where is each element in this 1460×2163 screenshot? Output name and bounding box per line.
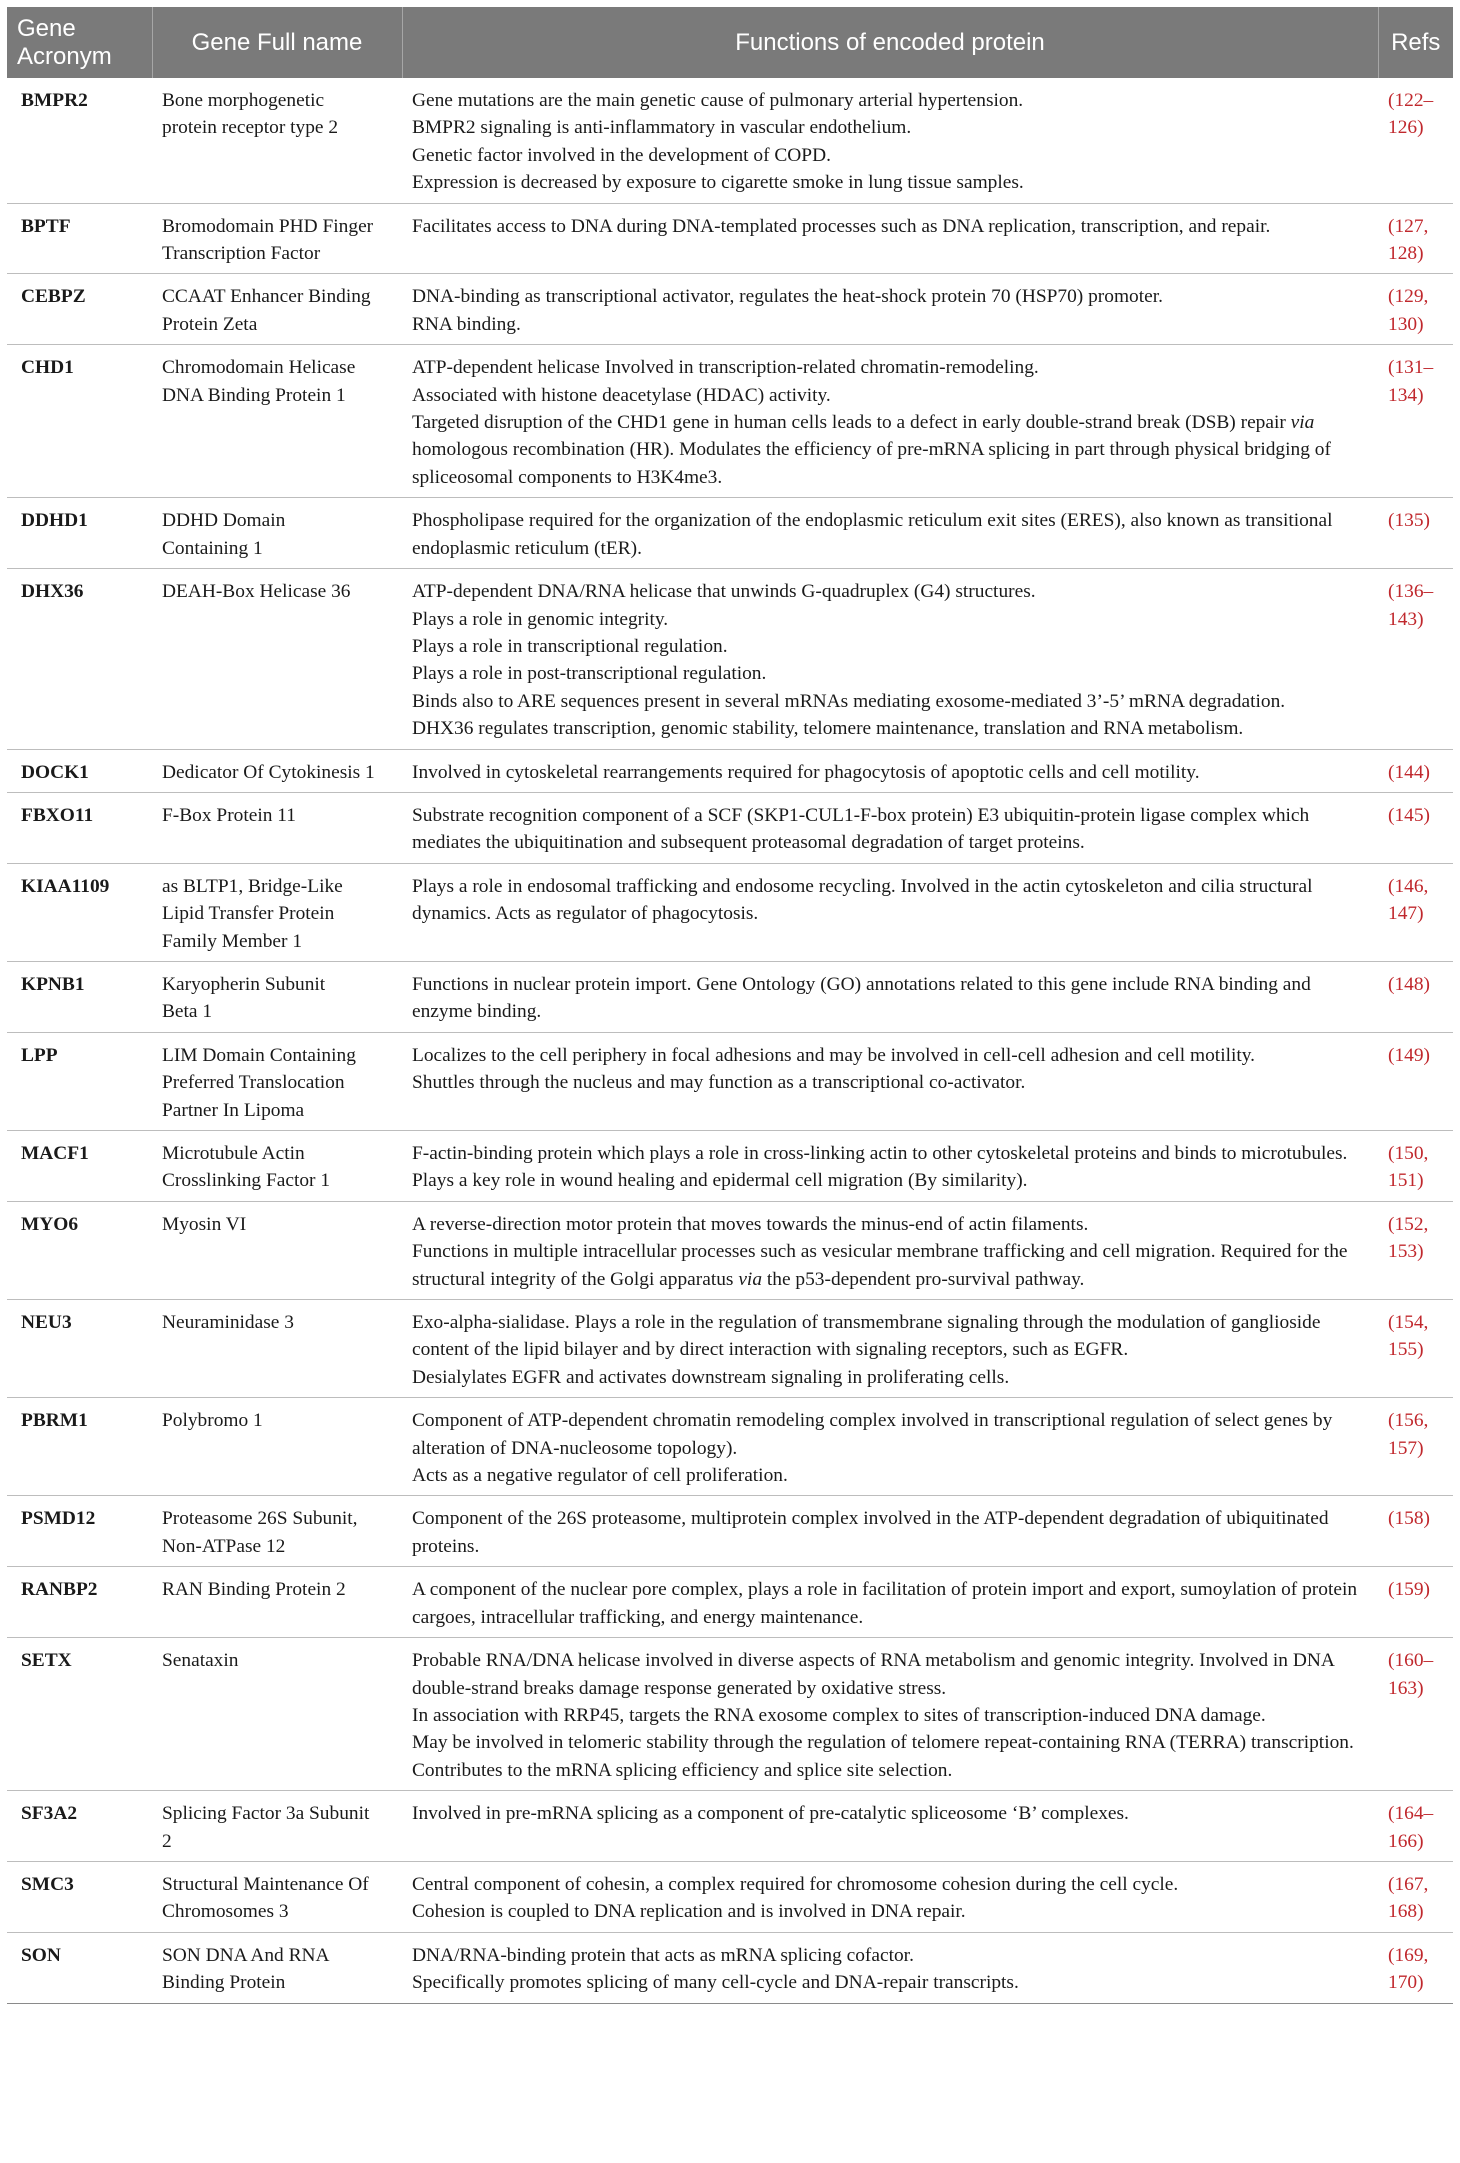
- function-line: DNA/RNA-binding protein that acts as mRNA splicing cofactor.: [412, 1944, 914, 1966]
- gene-acronym: BPTF: [7, 203, 152, 274]
- ref-link[interactable]: 163): [1388, 1677, 1424, 1699]
- table-row: [7, 203, 1453, 274]
- table-row: [7, 1861, 1453, 1932]
- function-line: Shuttles through the nucleus and may function as a transcriptional co-activator.: [412, 1072, 1026, 1094]
- gene-acronym: LPP: [7, 1032, 152, 1130]
- gene-full-name: [152, 1496, 402, 1567]
- header-refs: Refs: [1378, 7, 1453, 78]
- gene-full-name: [152, 498, 402, 569]
- refs[interactable]: [1378, 863, 1453, 961]
- gene-full-name-line: Bromodomain PHD Finger: [162, 215, 374, 237]
- ref-link[interactable]: (135): [1388, 510, 1431, 532]
- gene-acronym: CHD1: [7, 345, 152, 498]
- gene-full-name: [152, 1791, 402, 1862]
- protein-functions: [402, 1300, 1378, 1398]
- function-line: May be involved in telomeric stability through the regulation of telomere repeat-containing RNA (TERRA) transcription. Contributes to the mRNA splicing efficiency and splice site selection.: [412, 1732, 1354, 1781]
- table-row: [7, 1791, 1453, 1862]
- gene-full-name-line: Proteasome 26S Subunit,: [162, 1508, 358, 1530]
- ref-link[interactable]: (136–: [1388, 581, 1434, 603]
- gene-full-name-line: Bone morphogenetic: [162, 90, 325, 111]
- gene-full-name: [152, 203, 402, 274]
- table-body: [7, 78, 1453, 2003]
- function-line: Targeted disruption of the CHD1 gene in human cells leads to a defect in early double-strand break (DSB) repair via homologous recombination (HR). Modulates the efficiency of pre-mRNA splicing in part through physical bridging of spliceosomal components to H3K4me3.: [412, 412, 1331, 488]
- function-line: Plays a role in endosomal trafficking and endosome recycling. Involved in the actin cytoskeleton and cilia structural dynamics. Acts as regulator of phagocytosis.: [412, 875, 1313, 925]
- refs[interactable]: [1378, 1131, 1453, 1202]
- gene-full-name-line: Family Member 1: [162, 930, 303, 952]
- protein-functions: [402, 863, 1378, 961]
- ref-link[interactable]: 166): [1388, 1830, 1424, 1852]
- refs[interactable]: [1378, 1032, 1453, 1130]
- gene-full-name-line: Karyopherin Subunit: [162, 973, 326, 995]
- refs[interactable]: [1378, 749, 1453, 792]
- refs[interactable]: [1378, 1398, 1453, 1496]
- gene-full-name: [152, 1032, 402, 1130]
- function-line: Acts as a negative regulator of cell proliferation.: [412, 1465, 788, 1487]
- ref-link[interactable]: 151): [1388, 1170, 1424, 1192]
- refs[interactable]: [1378, 569, 1453, 749]
- function-line: Involved in cytoskeletal rearrangements required for phagocytosis of apoptotic cells and cell motility.: [412, 761, 1200, 783]
- protein-functions: [402, 498, 1378, 569]
- ref-link[interactable]: (145): [1388, 804, 1431, 826]
- protein-functions: [402, 792, 1378, 863]
- table-row: [7, 1131, 1453, 1202]
- gene-full-name: [152, 1398, 402, 1496]
- function-line: Functions in multiple intracellular processes such as vesicular membrane trafficking and cell migration. Required for the structural integrity of the Golgi apparatus via the p53-dependent pro-survival pathway.: [412, 1241, 1348, 1290]
- gene-acronym: FBXO11: [7, 792, 152, 863]
- ref-link[interactable]: (144): [1388, 761, 1431, 783]
- gene-full-name-line: Neuraminidase 3: [162, 1312, 294, 1334]
- table-row: [7, 1567, 1453, 1638]
- function-line: A reverse-direction motor protein that moves towards the minus-end of actin filaments.: [412, 1213, 1089, 1235]
- ref-link[interactable]: (156,: [1388, 1410, 1429, 1432]
- protein-functions: [402, 274, 1378, 345]
- gene-full-name-line: Preferred Translocation: [162, 1072, 345, 1094]
- gene-acronym: PSMD12: [7, 1496, 152, 1567]
- refs[interactable]: [1378, 1300, 1453, 1398]
- table-row: [7, 1638, 1453, 1791]
- ref-link[interactable]: 134): [1388, 384, 1424, 406]
- ref-link[interactable]: (152,: [1388, 1213, 1429, 1235]
- gene-full-name-line: Transcription Factor: [162, 243, 321, 265]
- function-line: Localizes to the cell periphery in focal adhesions and may be involved in cell-cell adhesion and cell motility.: [412, 1044, 1256, 1066]
- function-line: In association with RRP45, targets the RNA exosome complex to sites of transcription-induced DNA damage.: [412, 1704, 1266, 1726]
- gene-full-name-line: DNA Binding Protein 1: [162, 384, 346, 406]
- gene-full-name: [152, 1932, 402, 2003]
- table-row: [7, 1032, 1453, 1130]
- refs[interactable]: [1378, 1861, 1453, 1932]
- protein-functions: [402, 1398, 1378, 1496]
- gene-full-name: [152, 345, 402, 498]
- function-line: Expression is decreased by exposure to cigarette smoke in lung tissue samples.: [412, 172, 1024, 194]
- header-gene-acronym: Gene Acronym: [7, 7, 152, 78]
- table-row: [7, 863, 1453, 961]
- table-header: [7, 7, 1453, 78]
- gene-full-name-line: Structural Maintenance Of: [162, 1873, 369, 1895]
- function-line: Phospholipase required for the organization of the endoplasmic reticulum exit sites (ERES), also known as transitional endoplasmic reticulum (tER).: [412, 510, 1333, 559]
- ref-link[interactable]: (129,: [1388, 286, 1429, 308]
- gene-full-name-line: CCAAT Enhancer Binding: [162, 286, 371, 308]
- gene-full-name-line: Partner In Lipoma: [162, 1099, 305, 1121]
- function-line: BMPR2 signaling is anti-inflammatory in vascular endothelium.: [412, 117, 912, 139]
- protein-functions: [402, 749, 1378, 792]
- gene-full-name: [152, 1861, 402, 1932]
- function-line: ATP-dependent DNA/RNA helicase that unwinds G-quadruplex (G4) structures.: [412, 581, 1036, 603]
- gene-full-name-line: DDHD Domain: [162, 510, 286, 532]
- gene-full-name-line: Lipid Transfer Protein: [162, 903, 335, 925]
- table-row: [7, 1932, 1453, 2003]
- gene-full-name: [152, 1131, 402, 1202]
- ref-link[interactable]: (167,: [1388, 1873, 1429, 1895]
- gene-full-name-line: LIM Domain Containing: [162, 1044, 356, 1066]
- function-line: Component of ATP-dependent chromatin remodeling complex involved in transcriptional regulation of select genes by alteration of DNA-nucleosome topology).: [412, 1410, 1333, 1459]
- table-row: [7, 78, 1453, 203]
- ref-link[interactable]: (127,: [1388, 215, 1429, 237]
- gene-acronym: RANBP2: [7, 1567, 152, 1638]
- gene-full-name: [152, 78, 402, 203]
- gene-table: [7, 7, 1453, 2004]
- function-line: Facilitates access to DNA during DNA-templated processes such as DNA replication, transcription, and repair.: [412, 215, 1271, 237]
- function-line: RNA binding.: [412, 313, 521, 335]
- gene-full-name-line: protein receptor type 2: [162, 117, 339, 139]
- gene-full-name: [152, 1638, 402, 1791]
- function-line: Associated with histone deacetylase (HDAC) activity.: [412, 384, 831, 406]
- gene-acronym: BMPR2: [7, 78, 152, 203]
- protein-functions: [402, 961, 1378, 1032]
- function-line: Plays a role in post-transcriptional regulation.: [412, 663, 767, 685]
- refs[interactable]: [1378, 1638, 1453, 1791]
- refs[interactable]: [1378, 1791, 1453, 1862]
- gene-full-name-line: SON DNA And RNA: [162, 1944, 330, 1966]
- gene-full-name: [152, 569, 402, 749]
- table-row: [7, 1300, 1453, 1398]
- function-line: Genetic factor involved in the development of COPD.: [412, 144, 831, 166]
- ref-link[interactable]: (169,: [1388, 1944, 1429, 1966]
- gene-acronym: MACF1: [7, 1131, 152, 1202]
- ref-link[interactable]: (146,: [1388, 875, 1429, 897]
- ref-link[interactable]: 128): [1388, 243, 1424, 265]
- table-row: [7, 792, 1453, 863]
- protein-functions: [402, 1496, 1378, 1567]
- table-row: [7, 749, 1453, 792]
- table-row: [7, 1496, 1453, 1567]
- table-row: [7, 274, 1453, 345]
- header-gene-full-name: Gene Full name: [152, 7, 402, 78]
- protein-functions: [402, 78, 1378, 203]
- protein-functions: [402, 1032, 1378, 1130]
- protein-functions: [402, 1567, 1378, 1638]
- function-line: ATP-dependent helicase Involved in transcription-related chromatin-remodeling.: [412, 357, 1039, 379]
- function-line: Probable RNA/DNA helicase involved in diverse aspects of RNA metabolism and genomic integrity. Involved in DNA double-strand breaks damage response generated by oxidative stress.: [412, 1650, 1334, 1699]
- function-line: A component of the nuclear pore complex, plays a role in facilitation of protein import and export, sumoylation of protein cargoes, intracellular trafficking, and energy maintenance.: [412, 1579, 1358, 1628]
- gene-acronym: SON: [7, 1932, 152, 2003]
- function-line: Desialylates EGFR and activates downstream signaling in proliferating cells.: [412, 1366, 1010, 1388]
- gene-full-name: [152, 274, 402, 345]
- gene-acronym: NEU3: [7, 1300, 152, 1398]
- refs[interactable]: [1378, 78, 1453, 203]
- gene-full-name-line: as BLTP1, Bridge-Like: [162, 875, 343, 897]
- ref-link[interactable]: (164–: [1388, 1803, 1434, 1825]
- gene-full-name-line: DEAH-Box Helicase 36: [162, 581, 351, 603]
- ref-link[interactable]: (131–: [1388, 357, 1434, 379]
- header-functions: Functions of encoded protein: [402, 7, 1378, 78]
- protein-functions: [402, 1201, 1378, 1299]
- gene-acronym: KIAA1109: [7, 863, 152, 961]
- table-row: [7, 345, 1453, 498]
- gene-full-name-line: Chromodomain Helicase: [162, 357, 356, 379]
- gene-full-name: [152, 961, 402, 1032]
- ref-link[interactable]: (122–: [1388, 90, 1434, 111]
- gene-full-name-line: Microtubule Actin: [162, 1143, 305, 1164]
- gene-full-name: [152, 792, 402, 863]
- function-line: Specifically promotes splicing of many cell-cycle and DNA-repair transcripts.: [412, 1972, 1019, 1994]
- protein-functions: [402, 569, 1378, 749]
- gene-acronym: DHX36: [7, 569, 152, 749]
- gene-full-name-line: Splicing Factor 3a Subunit: [162, 1803, 370, 1825]
- function-line: Binds also to ARE sequences present in several mRNAs mediating exosome-mediated 3’-5’ mRNA degradation.: [412, 690, 1286, 712]
- gene-full-name-line: RAN Binding Protein 2: [162, 1579, 346, 1601]
- gene-full-name-line: Myosin VI: [162, 1213, 247, 1235]
- refs[interactable]: [1378, 961, 1453, 1032]
- function-line: Exo-alpha-sialidase. Plays a role in the regulation of transmembrane signaling through the modulation of ganglioside content of the lipid bilayer and by direct interaction with signaling receptors, such as EGFR.: [412, 1312, 1321, 1361]
- gene-full-name-line: Binding Protein: [162, 1972, 286, 1994]
- gene-full-name-line: F-Box Protein 11: [162, 804, 296, 826]
- refs[interactable]: [1378, 1496, 1453, 1567]
- protein-functions: [402, 203, 1378, 274]
- gene-full-name: [152, 1567, 402, 1638]
- refs[interactable]: [1378, 1567, 1453, 1638]
- ref-link[interactable]: (159): [1388, 1579, 1431, 1601]
- gene-full-name-line: Chromosomes 3: [162, 1901, 289, 1923]
- refs[interactable]: [1378, 792, 1453, 863]
- protein-functions: [402, 1791, 1378, 1862]
- table-row: [7, 961, 1453, 1032]
- gene-full-name: [152, 1300, 402, 1398]
- protein-functions: [402, 1861, 1378, 1932]
- gene-full-name-line: Crosslinking Factor 1: [162, 1170, 331, 1192]
- function-line: Cohesion is coupled to DNA replication and is involved in DNA repair.: [412, 1901, 966, 1923]
- table-row: [7, 1201, 1453, 1299]
- ref-link[interactable]: 170): [1388, 1972, 1424, 1994]
- ref-link[interactable]: 157): [1388, 1437, 1424, 1459]
- gene-full-name-line: Dedicator Of Cytokinesis 1: [162, 761, 375, 783]
- gene-acronym: CEBPZ: [7, 274, 152, 345]
- gene-acronym: MYO6: [7, 1201, 152, 1299]
- refs[interactable]: [1378, 1932, 1453, 2003]
- refs[interactable]: [1378, 1201, 1453, 1299]
- refs[interactable]: [1378, 498, 1453, 569]
- function-line: Plays a role in transcriptional regulation.: [412, 635, 728, 657]
- gene-full-name: [152, 863, 402, 961]
- ref-link[interactable]: (149): [1388, 1044, 1431, 1066]
- ref-link[interactable]: 143): [1388, 608, 1424, 630]
- function-line: Functions in nuclear protein import. Gene Ontology (GO) annotations related to this gene include RNA binding and enzyme binding.: [412, 973, 1311, 1023]
- ref-link[interactable]: (158): [1388, 1508, 1431, 1530]
- ref-link[interactable]: 168): [1388, 1901, 1424, 1923]
- protein-functions: [402, 345, 1378, 498]
- gene-full-name-line: Non-ATPase 12: [162, 1535, 286, 1557]
- ref-link[interactable]: 147): [1388, 903, 1424, 925]
- function-line: Gene mutations are the main genetic cause of pulmonary arterial hypertension.: [412, 90, 1024, 111]
- function-line: DHX36 regulates transcription, genomic stability, telomere maintenance, translation and RNA metabolism.: [412, 718, 1244, 740]
- function-line: DNA-binding as transcriptional activator, regulates the heat-shock protein 70 (HSP70) promoter.: [412, 286, 1163, 308]
- gene-acronym: DOCK1: [7, 749, 152, 792]
- gene-full-name-line: Containing 1: [162, 537, 263, 559]
- gene-full-name-line: 2: [162, 1830, 172, 1852]
- gene-acronym: KPNB1: [7, 961, 152, 1032]
- gene-acronym: SF3A2: [7, 1791, 152, 1862]
- ref-link[interactable]: (154,: [1388, 1312, 1429, 1334]
- gene-acronym: PBRM1: [7, 1398, 152, 1496]
- function-line: Plays a role in genomic integrity.: [412, 608, 669, 630]
- gene-full-name-line: Beta 1: [162, 1001, 213, 1023]
- table-row: [7, 498, 1453, 569]
- gene-full-name: [152, 1201, 402, 1299]
- refs[interactable]: [1378, 274, 1453, 345]
- function-line: Central component of cohesin, a complex required for chromosome cohesion during the cell cycle.: [412, 1873, 1179, 1895]
- ref-link[interactable]: (160–: [1388, 1650, 1434, 1672]
- ref-link[interactable]: 155): [1388, 1339, 1424, 1361]
- gene-full-name: [152, 749, 402, 792]
- ref-link[interactable]: 153): [1388, 1241, 1424, 1263]
- gene-full-name-line: Polybromo 1: [162, 1410, 263, 1432]
- protein-functions: [402, 1638, 1378, 1791]
- gene-full-name-line: Protein Zeta: [162, 313, 258, 335]
- protein-functions: [402, 1932, 1378, 2003]
- ref-link[interactable]: (148): [1388, 973, 1431, 995]
- ref-link[interactable]: (150,: [1388, 1143, 1429, 1164]
- function-line: Substrate recognition component of a SCF (SKP1-CUL1-F-box protein) E3 ubiquitin-protein ligase complex which mediates the ubiquitination and subsequent proteasomal degradation of target proteins.: [412, 804, 1310, 854]
- gene-acronym: SMC3: [7, 1861, 152, 1932]
- table-row: [7, 569, 1453, 749]
- ref-link[interactable]: 130): [1388, 313, 1424, 335]
- function-line: Component of the 26S proteasome, multiprotein complex involved in the ATP-dependent degradation of ubiquitinated proteins.: [412, 1508, 1329, 1557]
- refs[interactable]: [1378, 203, 1453, 274]
- function-line: Involved in pre-mRNA splicing as a component of pre-catalytic spliceosome ‘B’ complexes.: [412, 1803, 1129, 1825]
- gene-acronym: SETX: [7, 1638, 152, 1791]
- gene-full-name-line: Senataxin: [162, 1650, 239, 1672]
- table-row: [7, 1398, 1453, 1496]
- function-line: Plays a key role in wound healing and epidermal cell migration (By similarity).: [412, 1170, 1028, 1192]
- refs[interactable]: [1378, 345, 1453, 498]
- ref-link[interactable]: 126): [1388, 117, 1424, 139]
- gene-acronym: DDHD1: [7, 498, 152, 569]
- function-line: F-actin-binding protein which plays a role in cross-linking actin to other cytoskeletal proteins and binds to microtubules.: [412, 1143, 1348, 1164]
- protein-functions: [402, 1131, 1378, 1202]
